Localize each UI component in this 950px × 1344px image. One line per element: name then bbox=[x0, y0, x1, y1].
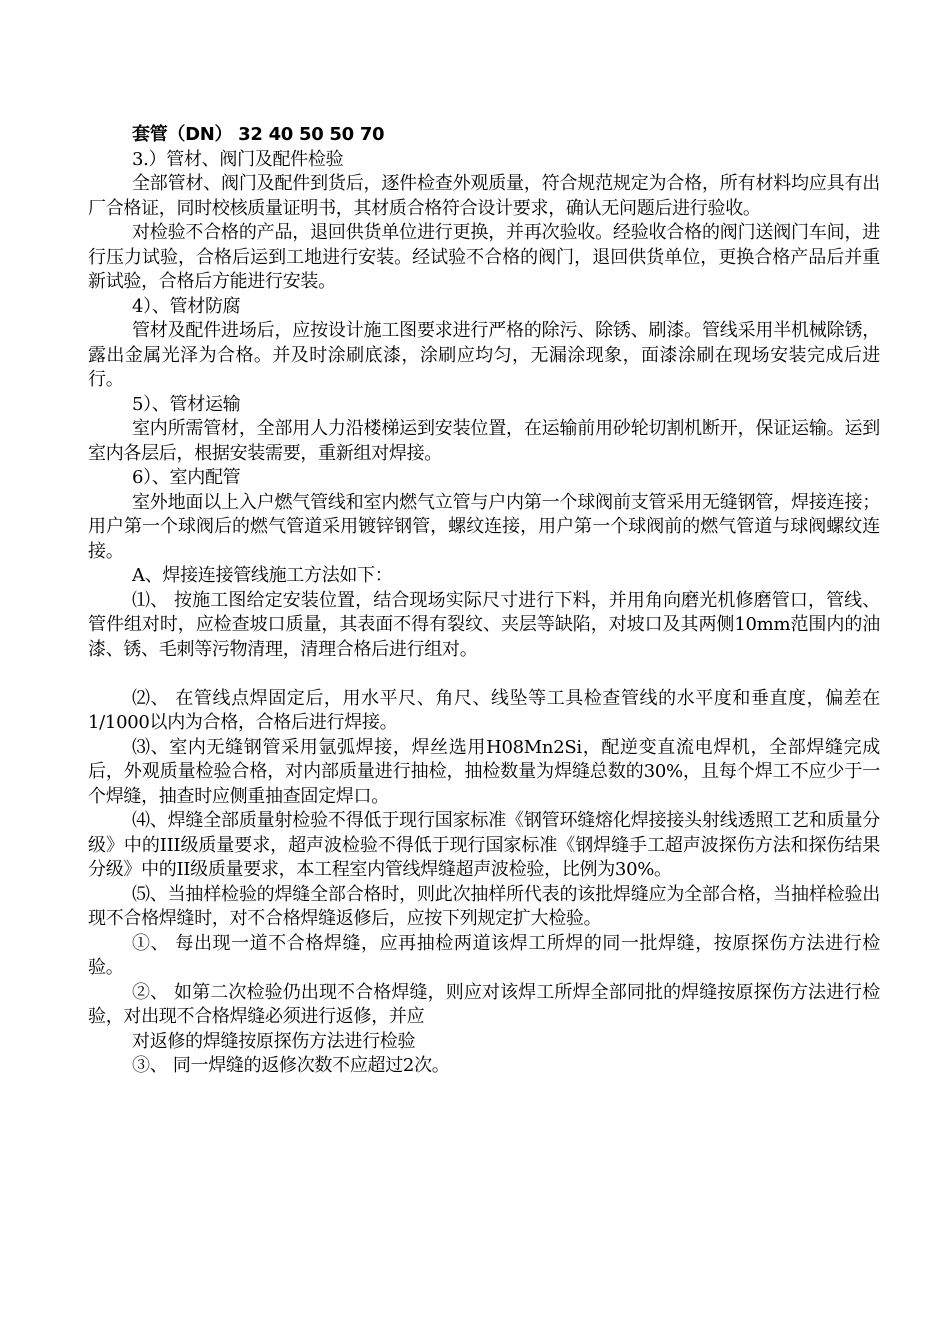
item-3: ⑶、室内无缝钢管采用氩弧焊接，焊丝选用H08Mn2Si，配逆变直流电焊机，全部焊缝完成后，外观质量检验合格，对内部质量进行抽检，抽检数量为焊缝总数的30%，且每个焊工不应少于一个焊缝，抽查时应侧重抽查固定焊口。 bbox=[88, 736, 880, 807]
sub-item-2: ②、 如第二次检验仍出现不合格焊缝，则应对该焊工所焊全部同批的焊缝按原探伤方法进行检验，对出现不合格焊缝必须进行返修，并应 bbox=[88, 981, 880, 1027]
sub-item-3: ③、 同一焊缝的返修次数不应超过2次。 bbox=[132, 1055, 450, 1076]
section-6-title: 6）、室内配管 bbox=[132, 467, 241, 488]
paragraph-anticorrosion: 管材及配件进场后，应按设计施工图要求进行严格的除污、除锈、刷漆。管线采用半机械除锈，露出金属光泽为合格。并及时涂刷底漆，涂刷应均匀，无漏涂现象，面漆涂刷在现场安装完成后进行。 bbox=[88, 320, 880, 390]
paragraph-transport: 室内所需管材，全部用人力沿楼梯运到安装位置，在运输前用砂轮切割机断开，保证运输。运到室内各层后，根据安装需要，重新组对焊接。 bbox=[88, 418, 880, 464]
sub-item-1: ①、 每出现一道不合格焊缝，应再抽检两道该焊工所焊的同一批焊缝，按原探伤方法进行检验。 bbox=[88, 932, 880, 978]
item-2: ⑵、 在管线点焊固定后，用水平尺、角尺、线坠等工具检查管线的水平度和垂直度，偏差在1/1000以内为合格，合格后进行焊接。 bbox=[88, 687, 880, 733]
item-1: ⑴、 按施工图给定安装位置，结合现场实际尺寸进行下料，并用角向磨光机修磨管口，管线、管件组对时，应检查坡口质量，其表面不得有裂纹、夹层等缺陷，对坡口及其两侧10mm范围内的油漆、锈、毛刺等污物清理，清理合格后进行组对。 bbox=[88, 589, 880, 660]
section-4-title: 4）、管材防腐 bbox=[132, 295, 241, 317]
paragraph-unqualified: 对检验不合格的产品，退回供货单位进行更换，并再次验收。经验收合格的阀门送阀门车间，进行压力试验，合格后运到工地进行安装。经试验不合格的阀门，退回供货单位，更换合格产品后并重新试验，合格后方能进行安装。 bbox=[88, 222, 880, 292]
blank-line bbox=[88, 662, 880, 687]
item-4: ⑷、焊缝全部质量射检验不得低于现行国家标准《钢管环缝熔化焊接接头射线透照工艺和质量分级》中的III级质量要求，超声波检验不得低于现行国家标准《钢焊缝手工超声波探伤方法和探伤结果分级》中的II级质量要求，本工程室内管线焊缝超声波检验，比例为30%。 bbox=[88, 810, 880, 880]
casing-dn-heading: 套管（DN） 32 40 50 50 70 bbox=[132, 124, 385, 145]
paragraph-indoor-piping: 室外地面以上入户燃气管线和室内燃气立管与户内第一个球阀前支管采用无缝钢管，焊接连接；用户第一个球阀后的燃气管道采用镀锌钢管，螺纹连接，用户第一个球阀前的燃气管道与球阀螺纹连接。 bbox=[88, 491, 880, 562]
paragraph-inspection: 全部管材、阀门及配件到货后，逐件检查外观质量，符合规范规定为合格，所有材料均应具有出厂合格证，同时校核质量证明书，其材质合格符合设计要求，确认无问题后进行验收。 bbox=[88, 173, 880, 219]
sub-item-2-continued: 对返修的焊缝按原探伤方法进行检验 bbox=[132, 1030, 416, 1052]
subsection-a-title: A、焊接连接管线施工方法如下： bbox=[132, 565, 393, 586]
section-3-title: 3.）管材、阀门及配件检验 bbox=[132, 148, 344, 170]
section-5-title: 5）、管材运输 bbox=[132, 393, 241, 415]
item-5: ⑸、当抽样检验的焊缝全部合格时，则此次抽样所代表的该批焊缝应为全部合格，当抽样检验出现不合格焊缝时，对不合格焊缝返修后，应按下列规定扩大检验。 bbox=[88, 883, 880, 929]
